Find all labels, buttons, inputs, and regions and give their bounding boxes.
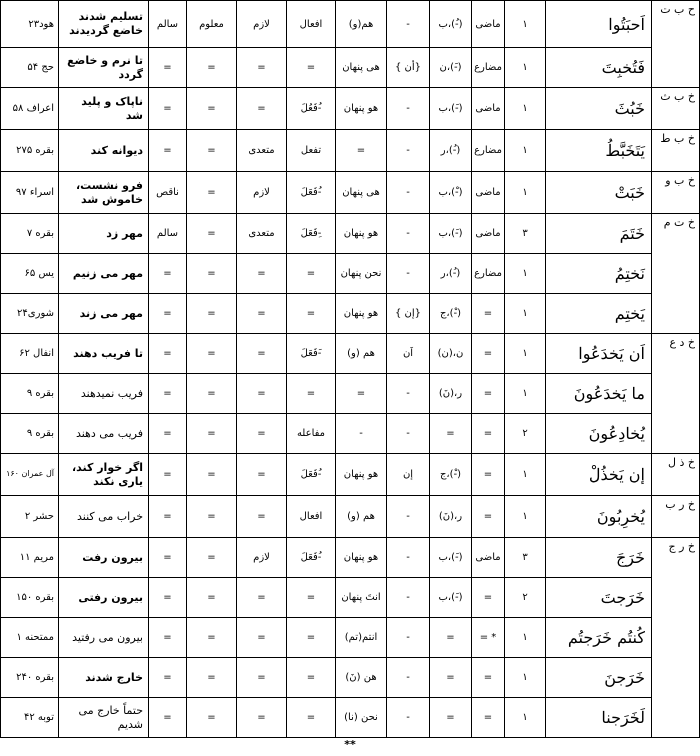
meaning-cell: تا نرم و خاضع گردد — [59, 48, 149, 88]
meaning-cell: مهر می زند — [59, 294, 149, 334]
count-cell: ۳ — [505, 214, 546, 254]
pattern-cell: ن،(-َ) — [430, 48, 472, 88]
voice-cell: = — [187, 254, 237, 294]
pattern-cell: ن،(ن) — [430, 334, 472, 374]
word-cell: لَخَرَجنا — [546, 698, 652, 738]
pronoun-cell: هی پنهان — [336, 172, 387, 214]
pattern-cell: = — [430, 618, 472, 658]
root-cell: خ ذ ل — [652, 454, 700, 496]
pronoun-cell: هو پنهان — [336, 454, 387, 496]
health-cell: = — [149, 618, 187, 658]
ref-cell: آل عمران ۱۶۰ — [1, 454, 59, 496]
word-cell: خَبَتْ — [546, 172, 652, 214]
pattern-cell: ب،(-َ) — [430, 538, 472, 578]
tense-cell: = — [472, 294, 505, 334]
transitivity-cell: = — [237, 414, 287, 454]
bab-cell: = — [287, 698, 336, 738]
word-cell: اَحبَتُوا — [546, 1, 652, 48]
transitivity-cell: لازم — [237, 538, 287, 578]
table-row — [1, 88, 700, 130]
health-cell: = — [149, 48, 187, 88]
health-cell: = — [149, 130, 187, 172]
tense-cell: مضارع — [472, 48, 505, 88]
pronoun-cell: هو پنهان — [336, 88, 387, 130]
bab-cell: = — [287, 48, 336, 88]
bab-cell: فَعُلَ-ُ — [287, 88, 336, 130]
table-row — [1, 294, 700, 334]
bab-cell: = — [287, 294, 336, 334]
count-cell: ۱ — [505, 454, 546, 496]
pattern-cell: ب،(-َ) — [430, 214, 472, 254]
particle-cell: - — [387, 374, 430, 414]
voice-cell: = — [187, 538, 237, 578]
pronoun-cell: (و) هم — [336, 334, 387, 374]
table-row — [1, 578, 700, 618]
health-cell: سالم — [149, 214, 187, 254]
count-cell: ۱ — [505, 254, 546, 294]
tense-cell: = — [472, 698, 505, 738]
pattern-cell: ب،(-َ) — [430, 88, 472, 130]
particle-cell: - — [387, 254, 430, 294]
meaning-cell: فرو نشست، خاموش شد — [59, 172, 149, 214]
pronoun-cell: (نَ) هن — [336, 658, 387, 698]
word-cell: إن يَخذُلْ — [546, 454, 652, 496]
health-cell: = — [149, 454, 187, 496]
particle-cell: - — [387, 618, 430, 658]
voice-cell: = — [187, 414, 237, 454]
voice-cell: = — [187, 130, 237, 172]
ref-cell: بقره ۹ — [1, 414, 59, 454]
health-cell: = — [149, 374, 187, 414]
ref-cell: مریم ۱۱ — [1, 538, 59, 578]
pronoun-cell: (نا) نحن — [336, 698, 387, 738]
voice-cell: = — [187, 698, 237, 738]
pattern-cell: ج،(-ْ) — [430, 294, 472, 334]
particle-cell: - — [387, 496, 430, 538]
transitivity-cell: = — [237, 698, 287, 738]
meaning-cell: تسلیم شدند خاضع گردیدند — [59, 1, 149, 48]
particle-cell: { إن} — [387, 294, 430, 334]
voice-cell: = — [187, 454, 237, 496]
ref-cell: شوری۲۴ — [1, 294, 59, 334]
health-cell: = — [149, 88, 187, 130]
pronoun-cell: هو پنهان — [336, 214, 387, 254]
voice-cell: = — [187, 578, 237, 618]
pronoun-cell: هو پنهان — [336, 294, 387, 334]
meaning-cell: تا فریب دهند — [59, 334, 149, 374]
particle-cell: - — [387, 172, 430, 214]
particle-cell: إن — [387, 454, 430, 496]
ref-cell: هود۲۳ — [1, 1, 59, 48]
bab-cell: افعال — [287, 496, 336, 538]
meaning-cell: خارج شدند — [59, 658, 149, 698]
particle-cell: - — [387, 538, 430, 578]
ref-cell: اسراء ۹۷ — [1, 172, 59, 214]
table-row — [1, 698, 700, 738]
particle-cell: اَن — [387, 334, 430, 374]
health-cell: = — [149, 334, 187, 374]
ref-cell: بقره ۹ — [1, 374, 59, 414]
bab-cell: تفعل — [287, 130, 336, 172]
transitivity-cell: = — [237, 334, 287, 374]
health-cell: ناقص — [149, 172, 187, 214]
root-cell: خ ر ب — [652, 496, 700, 538]
transitivity-cell: = — [237, 496, 287, 538]
root-cell: خ ب ث — [652, 88, 700, 130]
count-cell: ۱ — [505, 294, 546, 334]
voice-cell: معلوم — [187, 1, 237, 48]
word-cell: ما يَخدَعُونَ — [546, 374, 652, 414]
footnote-mark: ** — [344, 738, 356, 751]
meaning-cell: ناپاک و پلید شد — [59, 88, 149, 130]
health-cell: سالم — [149, 1, 187, 48]
transitivity-cell: = — [237, 294, 287, 334]
pronoun-cell: (و)هم — [336, 1, 387, 48]
particle-cell: { أن} — [387, 48, 430, 88]
tense-cell: = — [472, 334, 505, 374]
voice-cell: = — [187, 172, 237, 214]
transitivity-cell: متعدی — [237, 130, 287, 172]
root-cell: خ ت م — [652, 214, 700, 334]
particle-cell: - — [387, 698, 430, 738]
table-row — [1, 1, 700, 48]
table-row — [1, 254, 700, 294]
tense-cell: ماضی — [472, 1, 505, 48]
health-cell: = — [149, 658, 187, 698]
health-cell: = — [149, 294, 187, 334]
particle-cell: - — [387, 88, 430, 130]
word-cell: خَرَجَ — [546, 538, 652, 578]
voice-cell: = — [187, 618, 237, 658]
word-cell: خَبُثَ — [546, 88, 652, 130]
count-cell: ۱ — [505, 88, 546, 130]
word-cell: خَتَمَ — [546, 214, 652, 254]
table-row — [1, 414, 700, 454]
transitivity-cell: = — [237, 578, 287, 618]
table-row — [1, 334, 700, 374]
tense-cell: ماضی — [472, 88, 505, 130]
ref-cell: حشر ۲ — [1, 496, 59, 538]
meaning-cell: مهر می زنیم — [59, 254, 149, 294]
voice-cell: = — [187, 374, 237, 414]
count-cell: ۱ — [505, 618, 546, 658]
meaning-cell: بیرون رفتی — [59, 578, 149, 618]
meaning-cell: فریب نمیدهند — [59, 374, 149, 414]
pronoun-cell: هی پنهان — [336, 48, 387, 88]
count-cell: ۱ — [505, 658, 546, 698]
transitivity-cell: = — [237, 374, 287, 414]
voice-cell: = — [187, 496, 237, 538]
voice-cell: = — [187, 334, 237, 374]
table-row — [1, 538, 700, 578]
meaning-cell: خراب می کنند — [59, 496, 149, 538]
health-cell: = — [149, 496, 187, 538]
pattern-cell: ب،(-ُ) — [430, 1, 472, 48]
word-cell: يَتَخَبَّطُ — [546, 130, 652, 172]
count-cell: ۱ — [505, 1, 546, 48]
bab-cell: فَعَلَ-ِ — [287, 214, 336, 254]
pattern-cell: ر،(-ُ) — [430, 254, 472, 294]
table-row — [1, 658, 700, 698]
pronoun-cell: انتَ پنهان — [336, 578, 387, 618]
table-row — [1, 618, 700, 658]
table-row — [1, 496, 700, 538]
pattern-cell: = — [430, 658, 472, 698]
health-cell: = — [149, 414, 187, 454]
pattern-cell: ر،(نَ) — [430, 374, 472, 414]
word-cell: كُنتُم خَرَجتُم — [546, 618, 652, 658]
pattern-cell: = — [430, 414, 472, 454]
word-cell: يَختِم — [546, 294, 652, 334]
bab-cell: = — [287, 254, 336, 294]
tense-cell: ماضی — [472, 214, 505, 254]
word-cell: خَرَجنَ — [546, 658, 652, 698]
bab-cell: فَعَلَ-ُ — [287, 454, 336, 496]
bab-cell: = — [287, 658, 336, 698]
transitivity-cell: = — [237, 48, 287, 88]
ref-cell: حج ۵۴ — [1, 48, 59, 88]
tense-cell: = * — [472, 618, 505, 658]
voice-cell: = — [187, 48, 237, 88]
transitivity-cell: = — [237, 88, 287, 130]
meaning-cell: فریب می دهند — [59, 414, 149, 454]
pattern-cell: ج،(-ْ) — [430, 454, 472, 496]
count-cell: ۲ — [505, 414, 546, 454]
ref-cell: بقره ۲۴۰ — [1, 658, 59, 698]
tense-cell: ماضی — [472, 172, 505, 214]
tense-cell: مضارع — [472, 254, 505, 294]
transitivity-cell: = — [237, 618, 287, 658]
voice-cell: = — [187, 88, 237, 130]
root-cell: خ ر ج — [652, 538, 700, 738]
tense-cell: مضارع — [472, 130, 505, 172]
pattern-cell: ر،(-ُ) — [430, 130, 472, 172]
table-row — [1, 172, 700, 214]
word-cell: فَتُخبِتَ — [546, 48, 652, 88]
particle-cell: - — [387, 1, 430, 48]
word-cell: نَختِمُ — [546, 254, 652, 294]
pronoun-cell: نحن پنهان — [336, 254, 387, 294]
tense-cell: = — [472, 374, 505, 414]
bab-cell: افعال — [287, 1, 336, 48]
pattern-cell: ب،(-ْ) — [430, 172, 472, 214]
meaning-cell: بیرون رفت — [59, 538, 149, 578]
ref-cell: اعراف ۵۸ — [1, 88, 59, 130]
ref-cell: انفال ۶۲ — [1, 334, 59, 374]
table-row — [1, 374, 700, 414]
word-cell: اَن يَخدَعُوا — [546, 334, 652, 374]
count-cell: ۱ — [505, 374, 546, 414]
health-cell: = — [149, 254, 187, 294]
transitivity-cell: لازم — [237, 172, 287, 214]
count-cell: ۱ — [505, 698, 546, 738]
root-cell: خ ب ط — [652, 130, 700, 172]
transitivity-cell: = — [237, 254, 287, 294]
health-cell: = — [149, 578, 187, 618]
bab-cell: = — [287, 374, 336, 414]
root-cell: خ ب و — [652, 172, 700, 214]
count-cell: ۳ — [505, 538, 546, 578]
transitivity-cell: = — [237, 658, 287, 698]
tense-cell: ماضی — [472, 538, 505, 578]
ref-cell: ممتحنه ۱ — [1, 618, 59, 658]
tense-cell: = — [472, 578, 505, 618]
particle-cell: - — [387, 658, 430, 698]
ref-cell: یس ۶۵ — [1, 254, 59, 294]
table-row — [1, 130, 700, 172]
meaning-cell: حتماً خارج می شدیم — [59, 698, 149, 738]
transitivity-cell: = — [237, 454, 287, 496]
table-row — [1, 214, 700, 254]
table-row — [1, 454, 700, 496]
count-cell: ۱ — [505, 172, 546, 214]
bab-cell: فَعَلَ-ُ — [287, 538, 336, 578]
meaning-cell: اگر خوار کند، یاری نکند — [59, 454, 149, 496]
pattern-cell: = — [430, 698, 472, 738]
tense-cell: = — [472, 496, 505, 538]
pattern-cell: ر،(نَ) — [430, 496, 472, 538]
health-cell: = — [149, 538, 187, 578]
tense-cell: = — [472, 658, 505, 698]
voice-cell: = — [187, 294, 237, 334]
particle-cell: - — [387, 214, 430, 254]
particle-cell: - — [387, 414, 430, 454]
pronoun-cell: = — [336, 130, 387, 172]
pronoun-cell: (و) هم — [336, 496, 387, 538]
word-cell: يُخرِبُونَ — [546, 496, 652, 538]
bab-cell: = — [287, 618, 336, 658]
table-row — [1, 48, 700, 88]
bab-cell: = — [287, 578, 336, 618]
particle-cell: - — [387, 578, 430, 618]
meaning-cell: مهر زد — [59, 214, 149, 254]
pronoun-cell: (تم)انتم — [336, 618, 387, 658]
tense-cell: = — [472, 414, 505, 454]
count-cell: ۱ — [505, 334, 546, 374]
particle-cell: - — [387, 130, 430, 172]
bab-cell: فَعَلَ-ُ — [287, 172, 336, 214]
count-cell: ۱ — [505, 48, 546, 88]
word-cell: يُخادِعُونَ — [546, 414, 652, 454]
pronoun-cell: = — [336, 374, 387, 414]
tense-cell: = — [472, 454, 505, 496]
root-cell: ح ب ت — [652, 1, 700, 88]
health-cell: = — [149, 698, 187, 738]
count-cell: ۱ — [505, 496, 546, 538]
ref-cell: بقره ۲۷۵ — [1, 130, 59, 172]
ref-cell: بقره ۱۵۰ — [1, 578, 59, 618]
voice-cell: = — [187, 658, 237, 698]
word-cell: خَرَجتَ — [546, 578, 652, 618]
meaning-cell: بیرون می رفتید — [59, 618, 149, 658]
count-cell: ۱ — [505, 130, 546, 172]
transitivity-cell: متعدی — [237, 214, 287, 254]
bab-cell: فَعَلَ-َ — [287, 334, 336, 374]
root-cell: خ د ع — [652, 334, 700, 454]
ref-cell: بقره ۷ — [1, 214, 59, 254]
voice-cell: = — [187, 214, 237, 254]
transitivity-cell: لازم — [237, 1, 287, 48]
bab-cell: مفاعله — [287, 414, 336, 454]
pronoun-cell: - — [336, 414, 387, 454]
count-cell: ۲ — [505, 578, 546, 618]
ref-cell: توبه ۴۲ — [1, 698, 59, 738]
meaning-cell: دیوانه کند — [59, 130, 149, 172]
pattern-cell: ب،(-َ) — [430, 578, 472, 618]
pronoun-cell: هو پنهان — [336, 538, 387, 578]
